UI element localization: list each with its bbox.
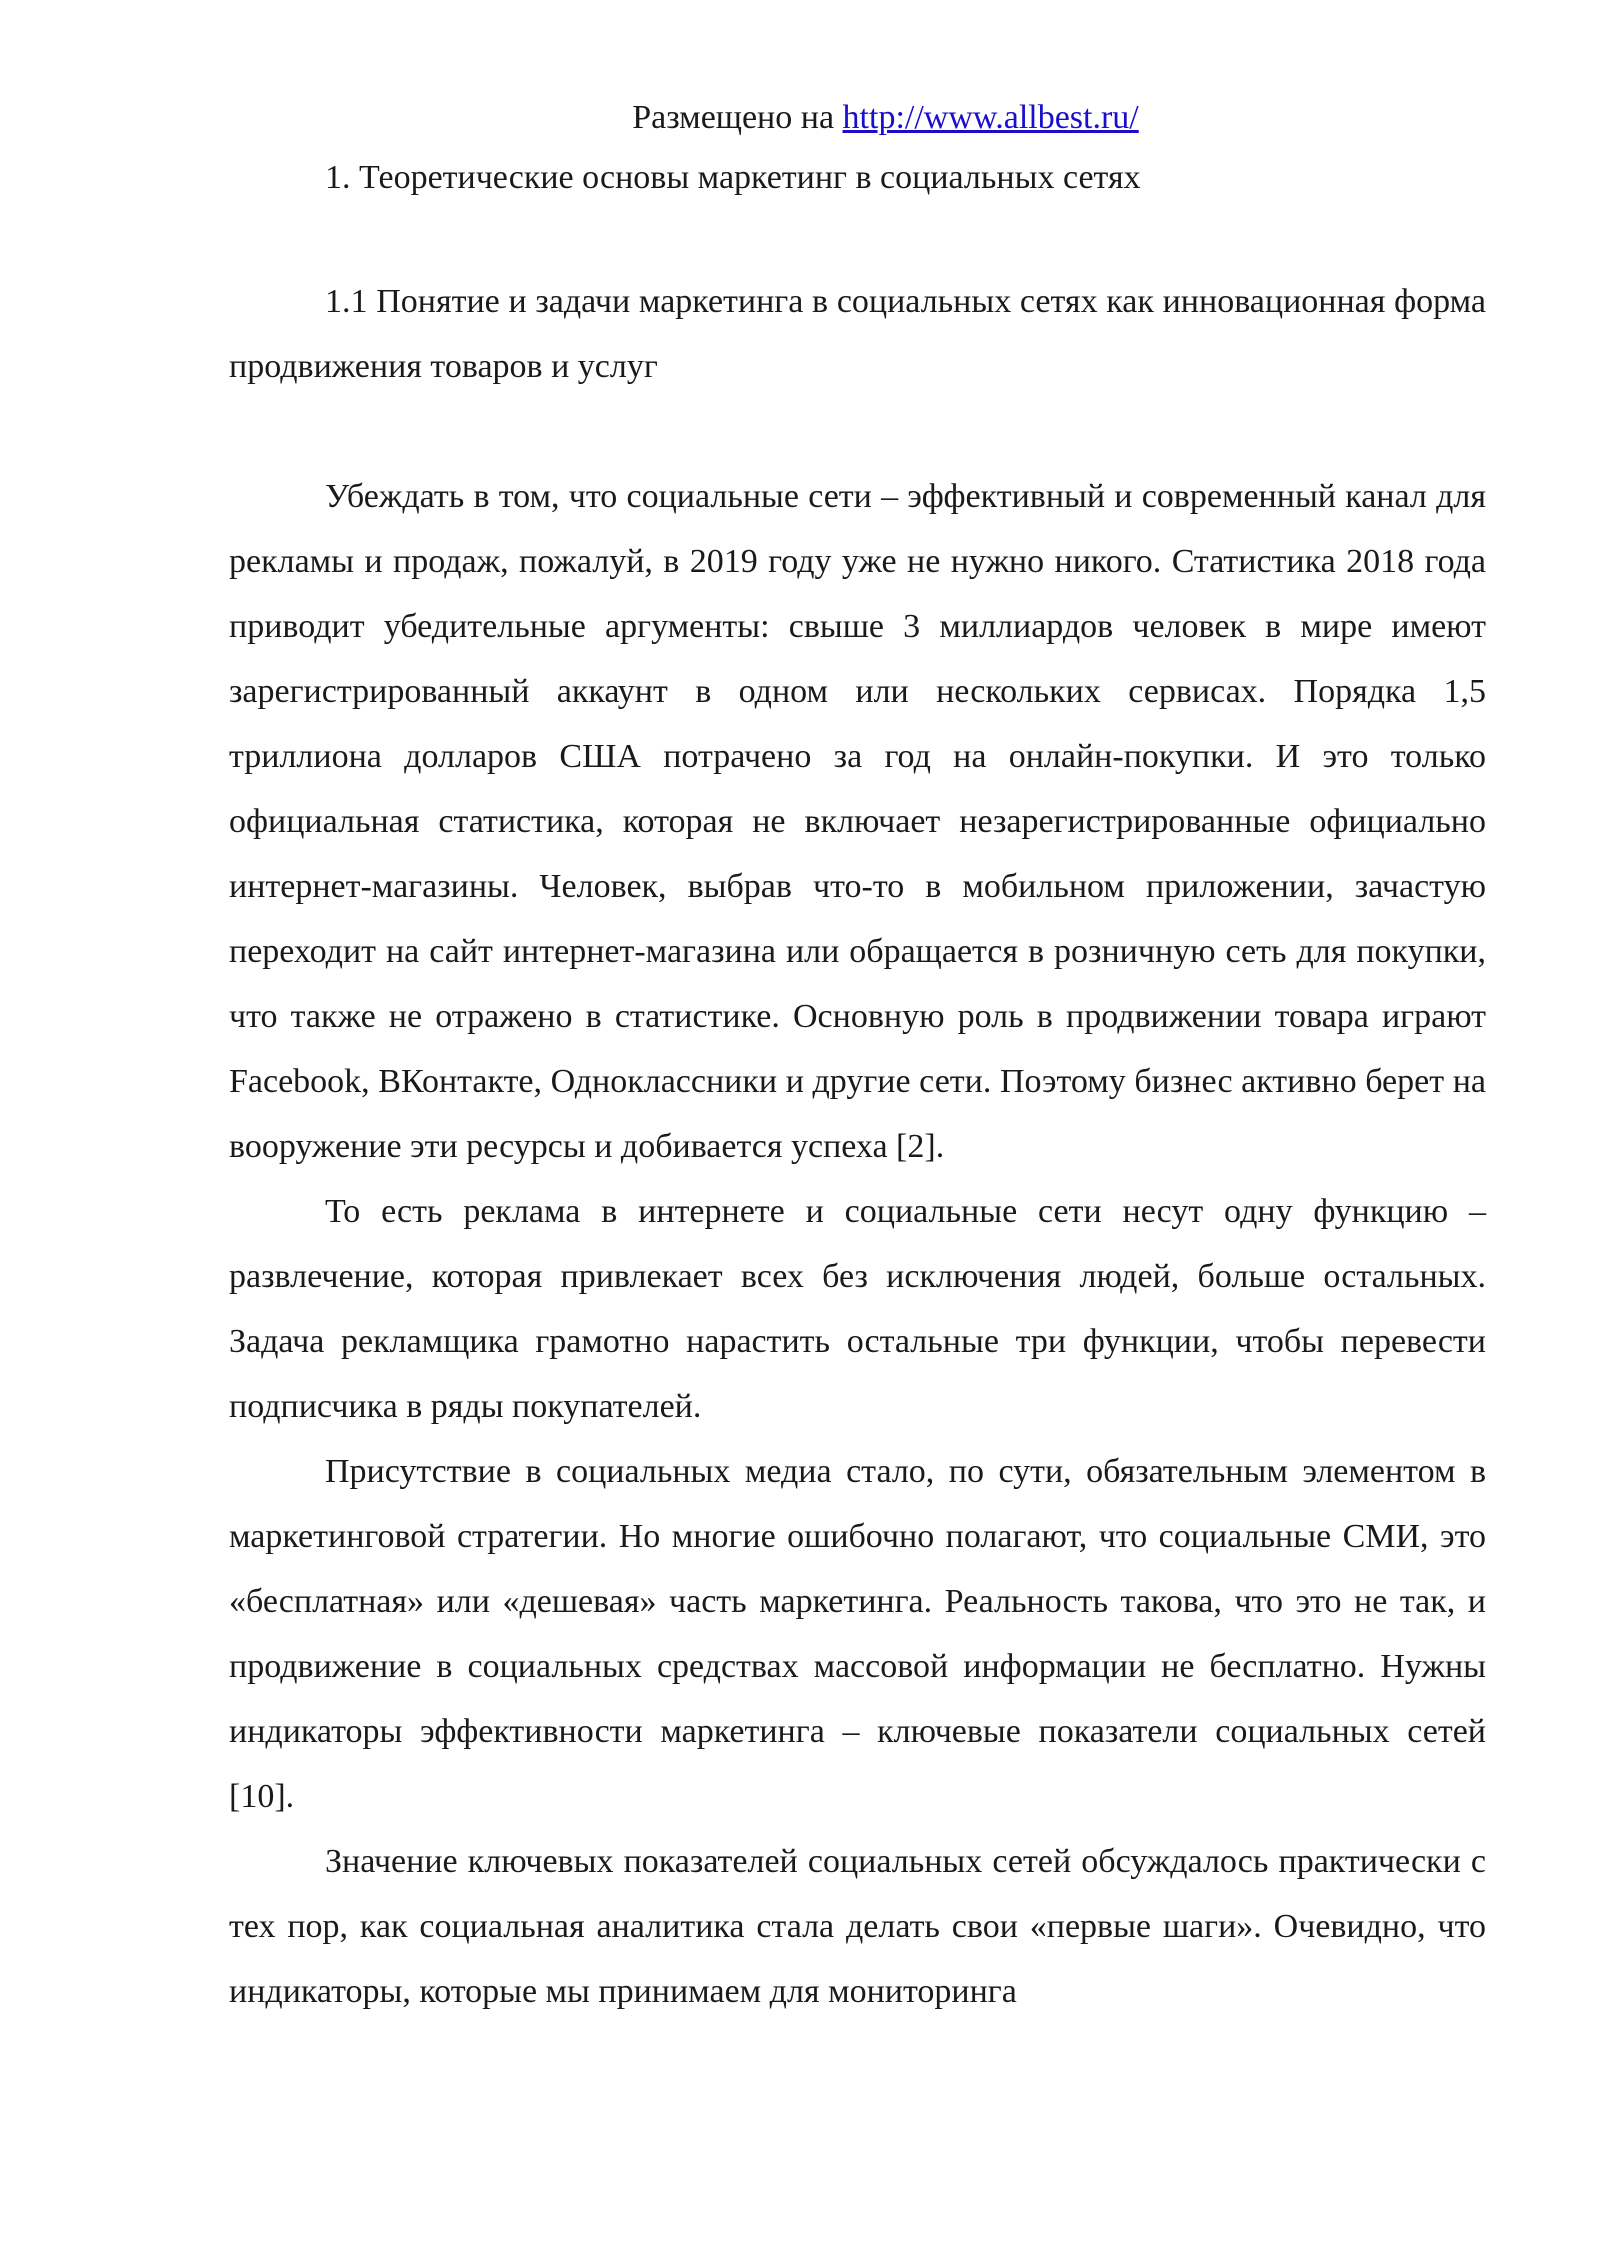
- source-header: [229, 92, 1486, 144]
- body-text: [229, 464, 1486, 2024]
- paragraph: Присутствие в социальных медиа стало, по сути, обязательным элементом в маркетинговой стратегии. Но многие ошибочно полагают, что социальные СМИ, это «бесплатная» или «дешевая» часть маркетинга. Реальность такова, что это не так, и продвижение в социальных средствах массовой информации не бесплатно. Нужны индикаторы эффективности маркетинга – ключевые показатели социальных сетей [10].: [229, 1453, 1486, 1815]
- paragraph: То есть реклама в интернете и социальные сети несут одну функцию – развлечение, которая привлекает всех без исключения людей, больше остальных. Задача рекламщика грамотно нарастить остальные три функции, чтобы перевести подписчика в ряды покупателей.: [229, 1193, 1486, 1425]
- paragraph: Убеждать в том, что социальные сети – эффективный и современный канал для рекламы и продаж, пожалуй, в 2019 году уже не нужно никого. Статистика 2018 года приводит убедительные аргументы: свыше 3 миллиардов человек в мире имеют зарегистрированный аккаунт в одном или нескольких сервисах. Порядка 1,5 триллиона долларов США потрачено за год на онлайн-покупки. И это только официальная статистика, которая не включает незарегистрированные официально интернет-магазины. Человек, выбрав что-то в мобильном приложении, зачастую переходит на сайт интернет-магазина или обращается в розничную сеть для покупки, что также не отражено в статистике. Основную роль в продвижении товара играют Facebook, ВКонтакте, Одноклассники и другие сети. Поэтому бизнес активно берет на вооружение эти ресурсы и добивается успеха [2].: [229, 478, 1486, 1165]
- paragraph: Значение ключевых показателей социальных сетей обсуждалось практически с тех пор, как социальная аналитика стала делать свои «первые шаги». Очевидно, что индикаторы, которые мы принимаем для мониторинга: [229, 1843, 1486, 2010]
- source-link[interactable]: http://www.allbest.ru/: [842, 99, 1139, 136]
- chapter-title: 1. Теоретические основы маркетинг в социальных сетях: [325, 159, 1141, 196]
- header-prefix: Размещено на: [632, 99, 843, 136]
- section-title: 1.1 Понятие и задачи маркетинга в социальных сетях как инновационная форма продвижения товаров и услуг: [229, 283, 1486, 385]
- document-page: [229, 92, 1486, 2024]
